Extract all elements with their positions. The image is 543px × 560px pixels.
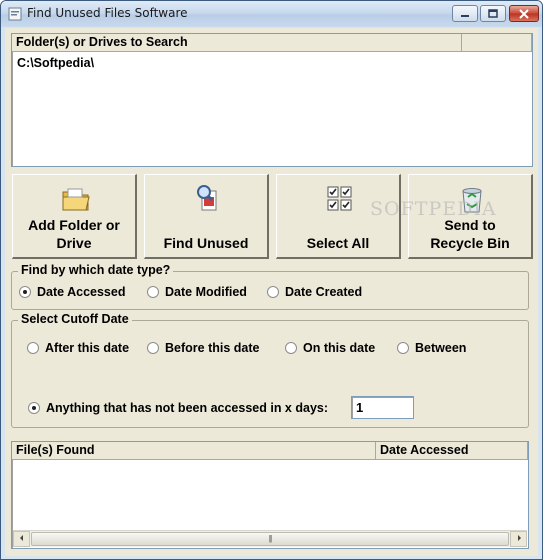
app-icon [8,7,22,21]
window-title: Find Unused Files Software [27,6,188,20]
scroll-right-button[interactable] [510,531,527,547]
folder-icon [60,183,92,215]
radio-on-date[interactable] [285,341,375,355]
find-unused-label: Find Unused [163,235,249,251]
date-accessed-column-header[interactable]: Date Accessed [376,442,528,460]
radio-dot [27,342,39,354]
date-type-title: Find by which date type? [18,263,173,277]
add-folder-button[interactable] [12,174,137,259]
recycle-label-line2: Recycle Bin [430,235,510,251]
folders-column-header-extra[interactable] [462,34,532,52]
close-button[interactable] [509,5,539,22]
date-type-group [11,263,529,310]
radio-before-date[interactable] [147,341,259,355]
radio-label: On this date [303,341,376,355]
radio-date-accessed[interactable] [19,285,125,299]
folders-column-header[interactable]: Folder(s) or Drives to Search [12,34,462,52]
radio-dot [147,286,159,298]
select-all-button[interactable] [276,174,401,259]
find-unused-button[interactable] [144,174,269,259]
radio-days-not-accessed[interactable] [28,401,328,415]
cutoff-date-group [11,312,529,428]
minimize-button[interactable] [452,5,478,22]
scroll-thumb[interactable]: ||| [31,532,509,546]
list-item[interactable]: C:\Softpedia\ [17,56,95,70]
add-folder-label-line2: Drive [56,235,92,251]
radio-label: Date Created [285,285,363,299]
radio-after-date[interactable] [27,341,129,355]
radio-date-created[interactable] [267,285,362,299]
select-all-label: Select All [306,235,370,251]
recycle-bin-icon [456,183,488,215]
title-bar[interactable] [1,1,542,27]
radio-label: Between [415,341,467,355]
radio-dot [285,342,297,354]
days-input[interactable]: 1 [351,396,414,419]
cutoff-title: Select Cutoff Date [18,312,132,326]
recycle-label-line1: Send to [444,217,496,233]
radio-dot [267,286,279,298]
folders-list[interactable] [11,33,533,167]
radio-date-modified[interactable] [147,285,247,299]
radio-dot [28,402,40,414]
maximize-button[interactable] [480,5,506,22]
magnifier-files-icon [192,183,224,215]
radio-label: Before this date [165,341,260,355]
recycle-bin-button[interactable] [408,174,533,259]
maximize-icon [488,9,498,18]
minimize-icon [460,10,470,18]
close-icon [519,9,529,19]
results-list[interactable] [11,441,529,549]
files-found-column-header[interactable]: File(s) Found [12,442,376,460]
radio-dot [397,342,409,354]
radio-dot [147,342,159,354]
chevron-left-icon [18,534,26,542]
radio-label: After this date [45,341,130,355]
scroll-left-button[interactable] [13,531,30,547]
horizontal-scrollbar[interactable] [13,530,527,547]
checkboxes-icon [324,183,356,215]
radio-label: Date Accessed [37,285,126,299]
radio-between[interactable] [397,341,466,355]
add-folder-label-line1: Add Folder or [28,217,120,233]
radio-label: Date Modified [165,285,247,299]
watermark-text: SOFTPEDIA [370,198,497,220]
chevron-right-icon [515,534,523,542]
radio-dot [19,286,31,298]
radio-label: Anything that has not been accessed in x days: [46,401,329,415]
client-area [5,28,538,556]
